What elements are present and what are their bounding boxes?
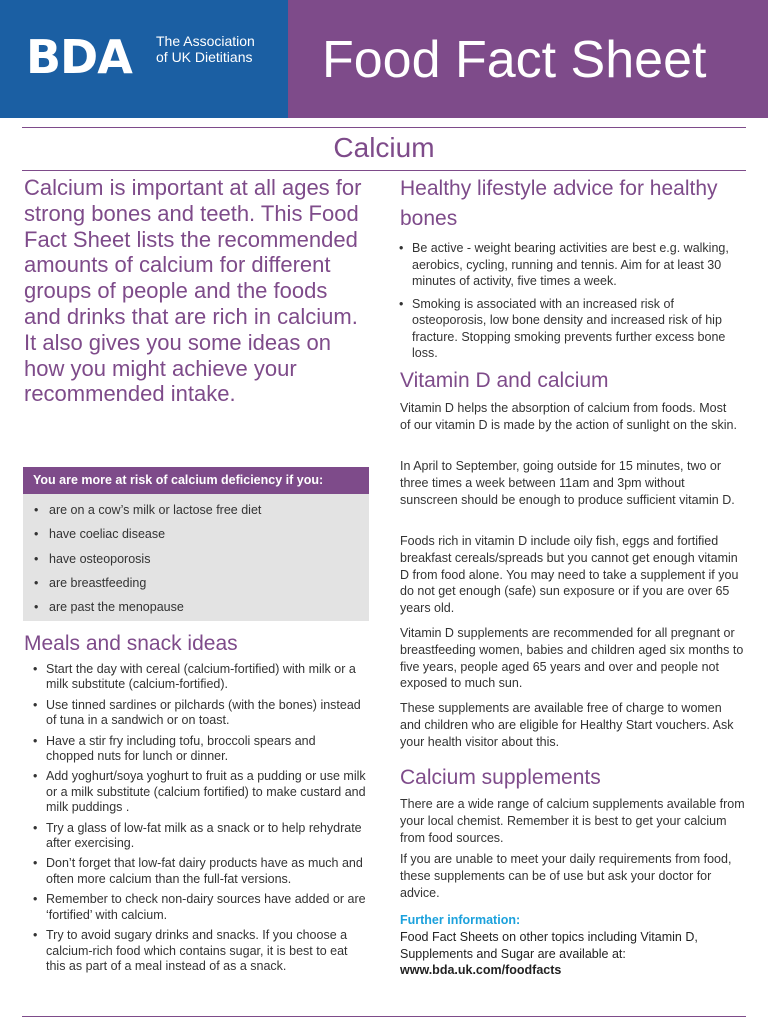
list-item: • Add yoghurt/soya yoghurt to fruit as a pudding or use milk or a milk substitute (calcium fortified) to make custard and milk puddings . xyxy=(46,769,366,815)
intro-text: Calcium is important at all ages for strong bones and teeth. This Food Fact Sheet lists the recommended amounts of calcium for different groups of people and the foods and drinks that are rich in calcium. It also gives you some ideas on how you might achieve your recommended intake. xyxy=(24,175,362,407)
list-item: • Try to avoid sugary drinks and snacks. If you choose a calcium-rich food which contains sugar, it is best to eat this as part of a meal instead of as a snack. xyxy=(46,928,366,974)
lifestyle-list xyxy=(412,240,752,367)
risk-list xyxy=(49,498,369,619)
list-item: • have osteoporosis xyxy=(49,547,369,571)
vitamin-d-paragraph-5: These supplements are available free of charge to women and children who are eligible for Healthy Start vouchers. Ask your health visitor about this. xyxy=(400,701,734,749)
list-item: • are breastfeeding xyxy=(49,571,369,595)
page-title: Calcium xyxy=(333,132,435,163)
association-name xyxy=(156,33,255,65)
list-item: • Remember to check non-dairy sources have added or are ‘fortified’ with calcium. xyxy=(46,892,366,923)
list-item: • are on a cow’s milk or lactose free diet xyxy=(49,498,369,522)
supplements-paragraph-1: There are a wide range of calcium supplements available from your local chemist. Remember it is best to get your calcium from food sources. xyxy=(400,797,745,845)
top-rule xyxy=(22,127,746,128)
further-info-link[interactable]: www.bda.uk.com/foodfacts xyxy=(400,963,562,977)
risk-box xyxy=(23,494,369,621)
list-item: • are past the menopause xyxy=(49,595,369,619)
sheet-title: Food Fact Sheet xyxy=(322,31,707,89)
header-logo-panel xyxy=(0,0,288,118)
bottom-rule xyxy=(22,1016,746,1017)
vitamin-d-paragraph-1: Vitamin D helps the absorption of calcium from foods. Most of our vitamin D is made by the action of sunlight on the skin. xyxy=(400,401,737,432)
list-item: • Be active - weight bearing activities are best e.g. walking, aerobics, cycling, running and tennis. Aim for at least 30 minutes of activity, five times a week. xyxy=(412,240,752,290)
list-item: • Use tinned sardines or pilchards (with the bones) instead of tuna in a sandwich or on toast. xyxy=(46,698,366,729)
list-item: • Have a stir fry including tofu, broccoli spears and chopped nuts for lunch or dinner. xyxy=(46,734,366,765)
supplements-paragraph-2: If you are unable to meet your daily requirements from food, these supplements can be of use but ask your doctor for advice. xyxy=(400,852,732,900)
vitamin-d-heading: Vitamin D and calcium xyxy=(400,369,609,392)
vitamin-d-paragraph-3: Foods rich in vitamin D include oily fish, eggs and fortified breakfast cereals/spreads but you cannot get enough vitamin D from food alone. You may need to take a supplement if you do not get enough (safe) sun exposure or if you are over 65 years old. xyxy=(400,534,739,616)
association-line-2: of UK Dietitians xyxy=(156,49,253,65)
vitamin-d-paragraph-2: In April to September, going outside for 15 minutes, two or three times a week between 11am and 3pm without sunscreen should be enough to produce sufficient vitamin D. xyxy=(400,459,735,507)
list-item: • have coeliac disease xyxy=(49,522,369,546)
further-info-text: Food Fact Sheets on other topics including Vitamin D, Supplements and Sugar are available at: xyxy=(400,930,698,961)
title-rule xyxy=(22,170,746,171)
association-line-1: The Association xyxy=(156,33,255,49)
lifestyle-heading: Healthy lifestyle advice for healthy bones xyxy=(400,177,718,230)
further-info-heading: Further information: xyxy=(400,913,521,927)
list-item: • Don’t forget that low-fat dairy products have as much and often more calcium than the full-fat versions. xyxy=(46,856,366,887)
meals-heading: Meals and snack ideas xyxy=(24,632,238,655)
bda-logo: BDA xyxy=(26,30,132,84)
risk-box-heading: You are more at risk of calcium deficiency if you: xyxy=(23,467,369,494)
list-item: • Smoking is associated with an increased risk of osteoporosis, low bone density and increased risk of hip fracture. Stopping smoking prevents further excess bone loss. xyxy=(412,296,752,362)
vitamin-d-paragraph-4: Vitamin D supplements are recommended for all pregnant or breastfeeding women, babies and children aged six months to five years, people aged 65 years and over and people not exposed to much sun. xyxy=(400,626,744,691)
list-item: • Start the day with cereal (calcium-fortified) with milk or a milk substitute (calcium-fortified). xyxy=(46,662,366,693)
list-item: • Try a glass of low-fat milk as a snack or to help rehydrate after exercising. xyxy=(46,821,366,852)
supplements-heading: Calcium supplements xyxy=(400,766,601,789)
meals-list xyxy=(46,662,366,979)
